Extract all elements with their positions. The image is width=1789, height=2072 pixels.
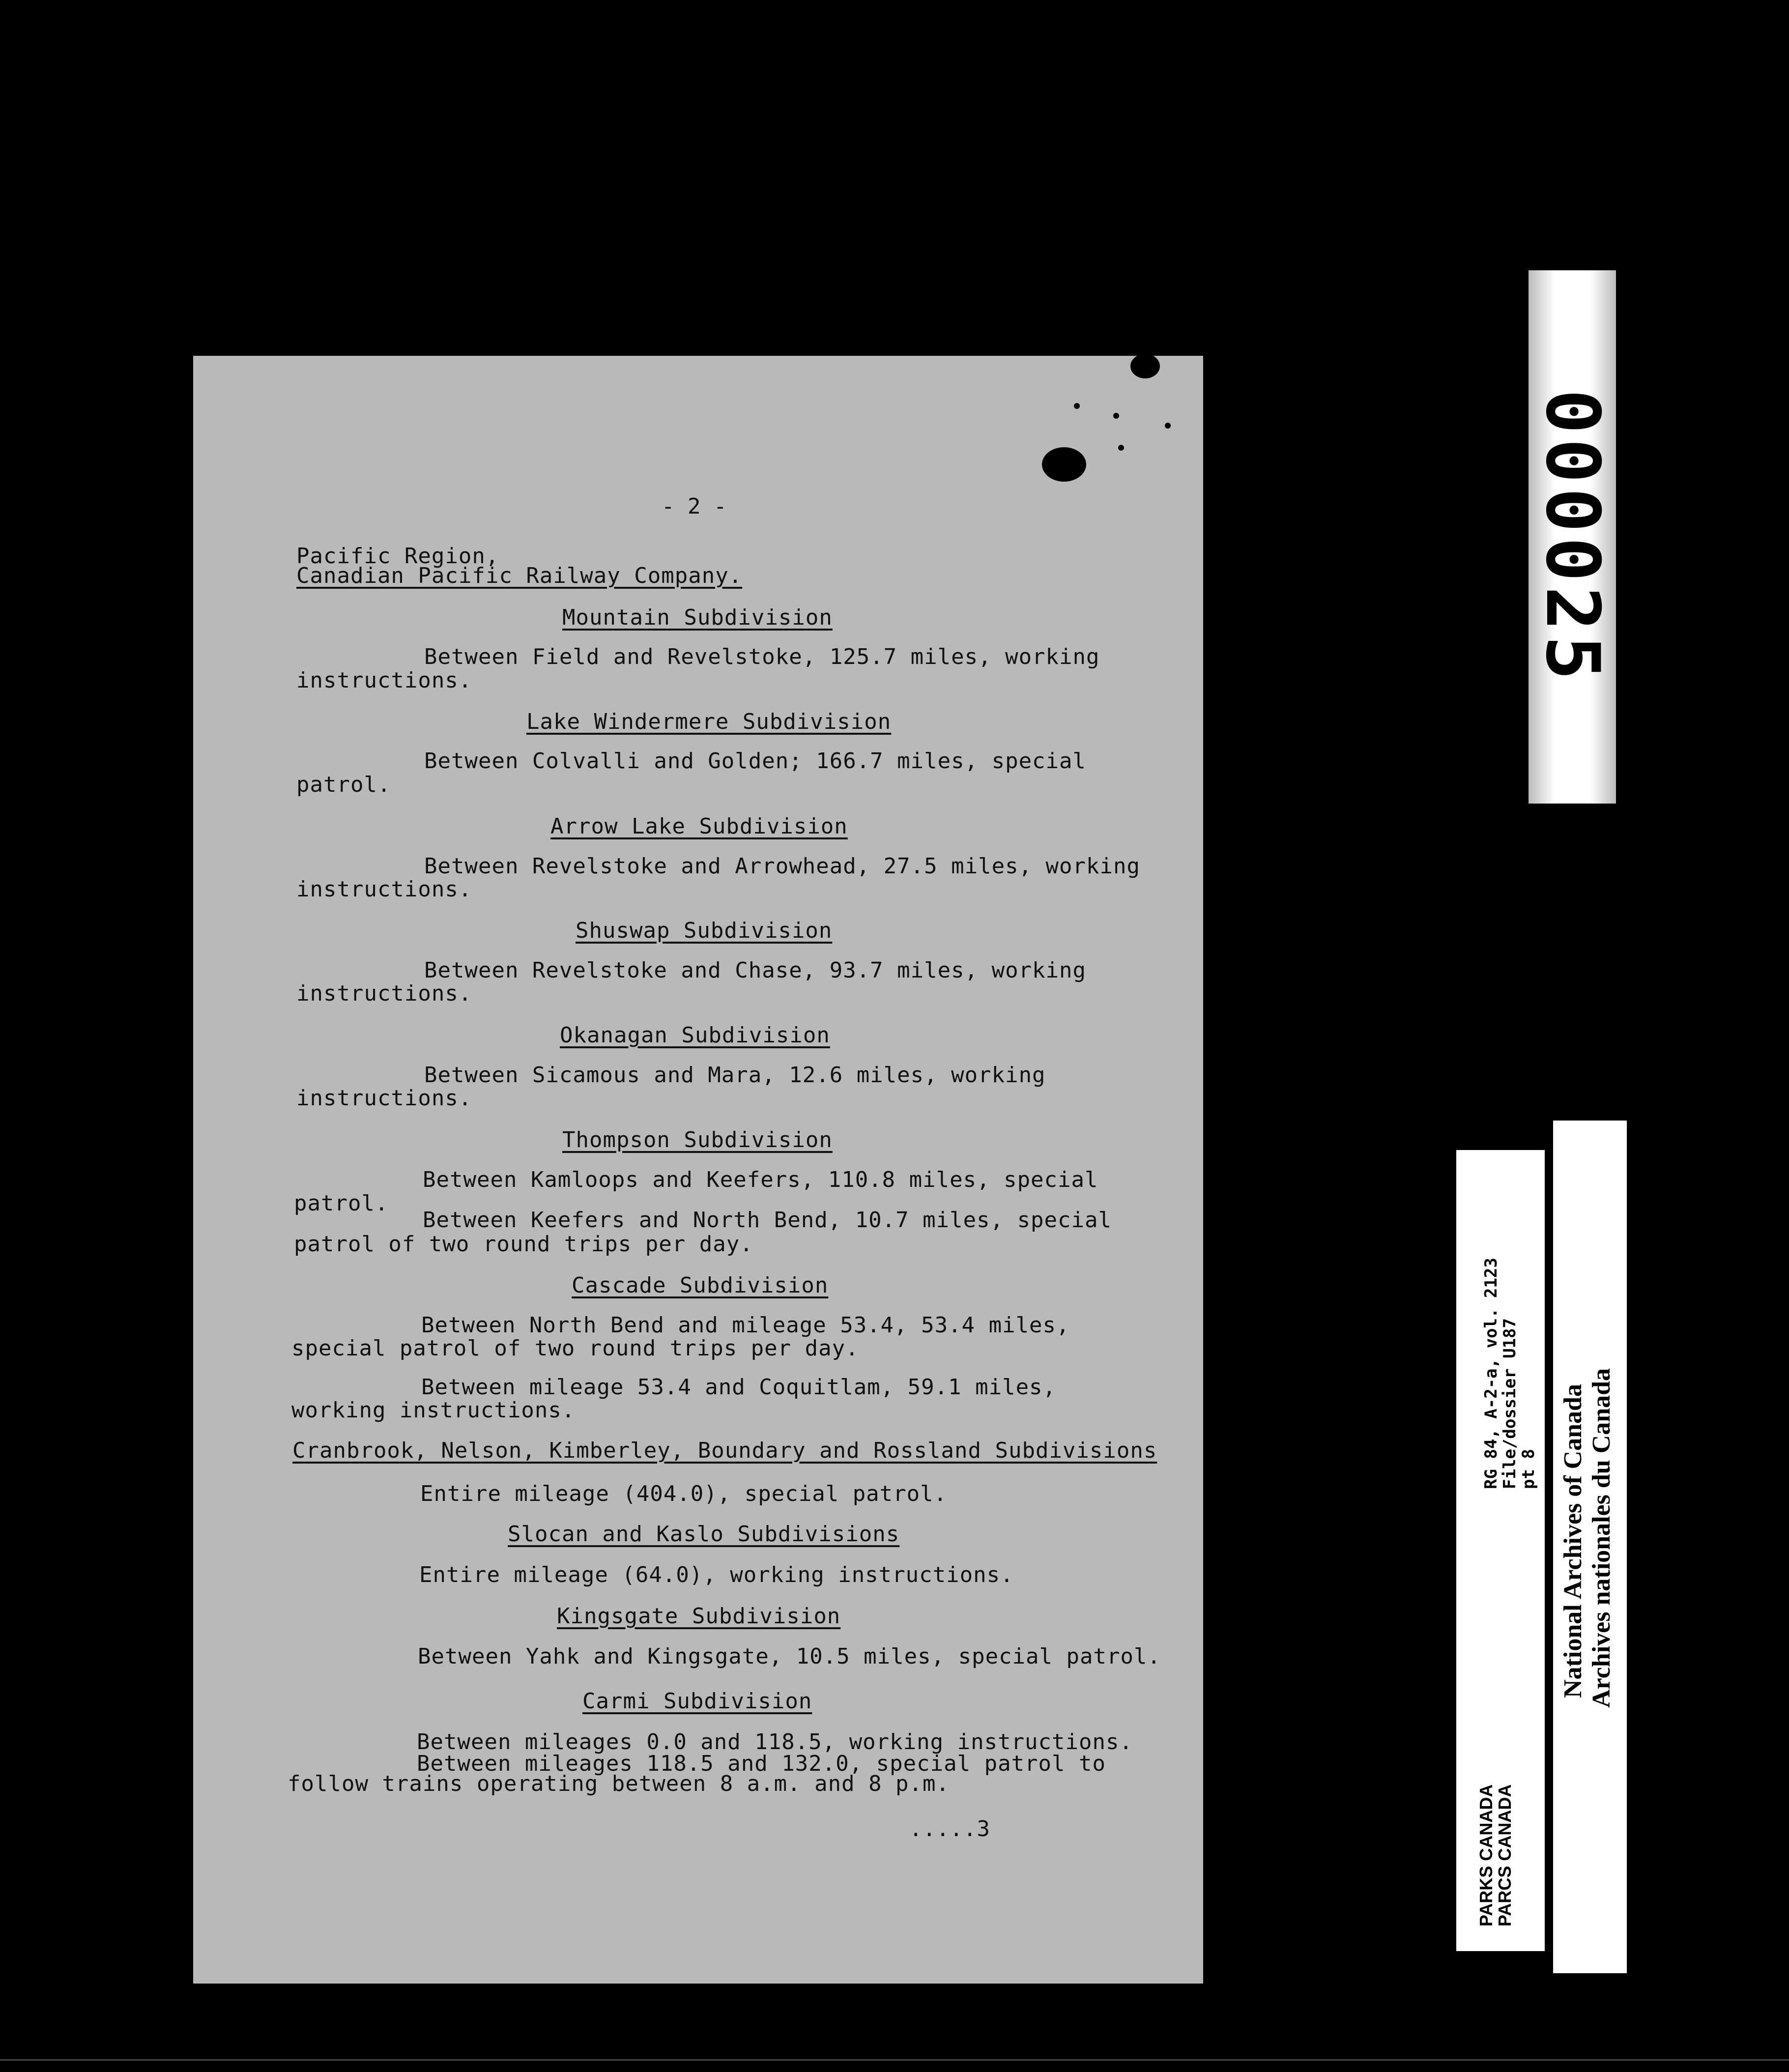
subdivision-heading: Carmi Subdivision bbox=[582, 1689, 812, 1714]
archives-name-en: National Archives of Canada bbox=[1559, 1384, 1587, 1698]
paragraph-line: Between mileage 53.4 and Coquitlam, 59.1 miles, bbox=[421, 1375, 1057, 1400]
paragraph-line: Between mileages 0.0 and 118.5, working instructions. bbox=[417, 1729, 1133, 1755]
company-heading: Canadian Pacific Railway Company. bbox=[296, 563, 743, 588]
paragraph-line: instructions. bbox=[296, 668, 472, 693]
region-line: Pacific Region, bbox=[296, 544, 499, 569]
page-number: - 2 - bbox=[662, 494, 727, 519]
paragraph-line: patrol. bbox=[296, 772, 391, 797]
parks-canada-en: PARKS CANADA bbox=[1476, 1784, 1496, 1927]
paragraph-line: patrol of two round trips per day. bbox=[294, 1232, 753, 1257]
paragraph-line: Between mileages 118.5 and 132.0, special patrol to bbox=[417, 1751, 1106, 1776]
paragraph-line: working instructions. bbox=[291, 1398, 576, 1423]
subdivision-heading: Kingsgate Subdivision bbox=[557, 1604, 841, 1629]
paragraph-line: patrol. bbox=[294, 1191, 389, 1216]
paragraph-line: follow trains operating between 8 a.m. and 8 p.m. bbox=[288, 1771, 950, 1796]
subdivision-heading: Arrow Lake Subdivision bbox=[550, 814, 848, 839]
paragraph-line: Between Field and Revelstoke, 125.7 miles, working bbox=[424, 644, 1100, 669]
subdivision-heading: Cascade Subdivision bbox=[572, 1273, 829, 1298]
ink-blot bbox=[1130, 354, 1160, 378]
subdivision-heading: Thompson Subdivision bbox=[562, 1127, 833, 1152]
paragraph-line: Entire mileage (64.0), working instructions. bbox=[419, 1562, 1014, 1587]
paragraph-line: instructions. bbox=[296, 1086, 472, 1111]
paragraph-line: Between Revelstoke and Chase, 93.7 miles, working bbox=[424, 958, 1087, 983]
subdivision-heading: Okanagan Subdivision bbox=[560, 1023, 830, 1048]
paragraph-line: Between Keefers and North Bend, 10.7 miles, special bbox=[423, 1208, 1112, 1233]
frame-number-stamp bbox=[1529, 270, 1616, 804]
subdivision-heading: Lake Windermere Subdivision bbox=[526, 709, 892, 734]
archive-reference-label bbox=[1456, 1150, 1545, 1951]
subdivision-heading: Mountain Subdivision bbox=[562, 605, 833, 630]
paragraph-line: instructions. bbox=[296, 981, 472, 1006]
paragraph-line: Between North Bend and mileage 53.4, 53.4 miles, bbox=[421, 1313, 1070, 1338]
paragraph-line: Between Kamloops and Keefers, 110.8 miles, special bbox=[423, 1167, 1098, 1192]
ink-speck bbox=[1118, 445, 1124, 451]
continuation-mark: .....3 bbox=[909, 1816, 990, 1842]
reference-line: RG 84, A-2-a, vol. 2123 bbox=[1481, 1258, 1501, 1489]
paragraph-line: Between Sicamous and Mara, 12.6 miles, working bbox=[424, 1063, 1046, 1088]
national-archives-label bbox=[1553, 1121, 1627, 1973]
subdivision-heading: Slocan and Kaslo Subdivisions bbox=[508, 1522, 900, 1547]
paragraph-line: Between Colvalli and Golden; 166.7 miles, special bbox=[424, 748, 1087, 774]
subdivision-heading: Shuswap Subdivision bbox=[576, 918, 833, 943]
archives-name-fr: Archives nationales du Canada bbox=[1587, 1368, 1616, 1708]
film-edge-line bbox=[0, 2059, 1789, 2061]
subdivision-heading: Cranbrook, Nelson, Kimberley, Boundary and Rossland Subdivisions bbox=[292, 1438, 1157, 1463]
ink-speck bbox=[1074, 403, 1080, 409]
reference-line: File/dossier U187 bbox=[1500, 1318, 1520, 1489]
ink-blot bbox=[1042, 447, 1086, 482]
ink-speck bbox=[1165, 423, 1171, 429]
parcs-canada-fr: PARCS CANADA bbox=[1495, 1784, 1515, 1927]
paragraph-line: Entire mileage (404.0), special patrol. bbox=[420, 1481, 948, 1506]
frame-number: 000025 bbox=[1529, 389, 1615, 685]
paragraph-line: special patrol of two round trips per day. bbox=[291, 1336, 859, 1361]
paragraph-line: instructions. bbox=[296, 877, 472, 902]
paragraph-line: Between Yahk and Kingsgate, 10.5 miles, special patrol. bbox=[418, 1644, 1161, 1669]
reference-line: pt 8 bbox=[1519, 1449, 1538, 1489]
paragraph-line: Between Revelstoke and Arrowhead, 27.5 miles, working bbox=[424, 854, 1140, 879]
ink-speck bbox=[1113, 413, 1119, 419]
